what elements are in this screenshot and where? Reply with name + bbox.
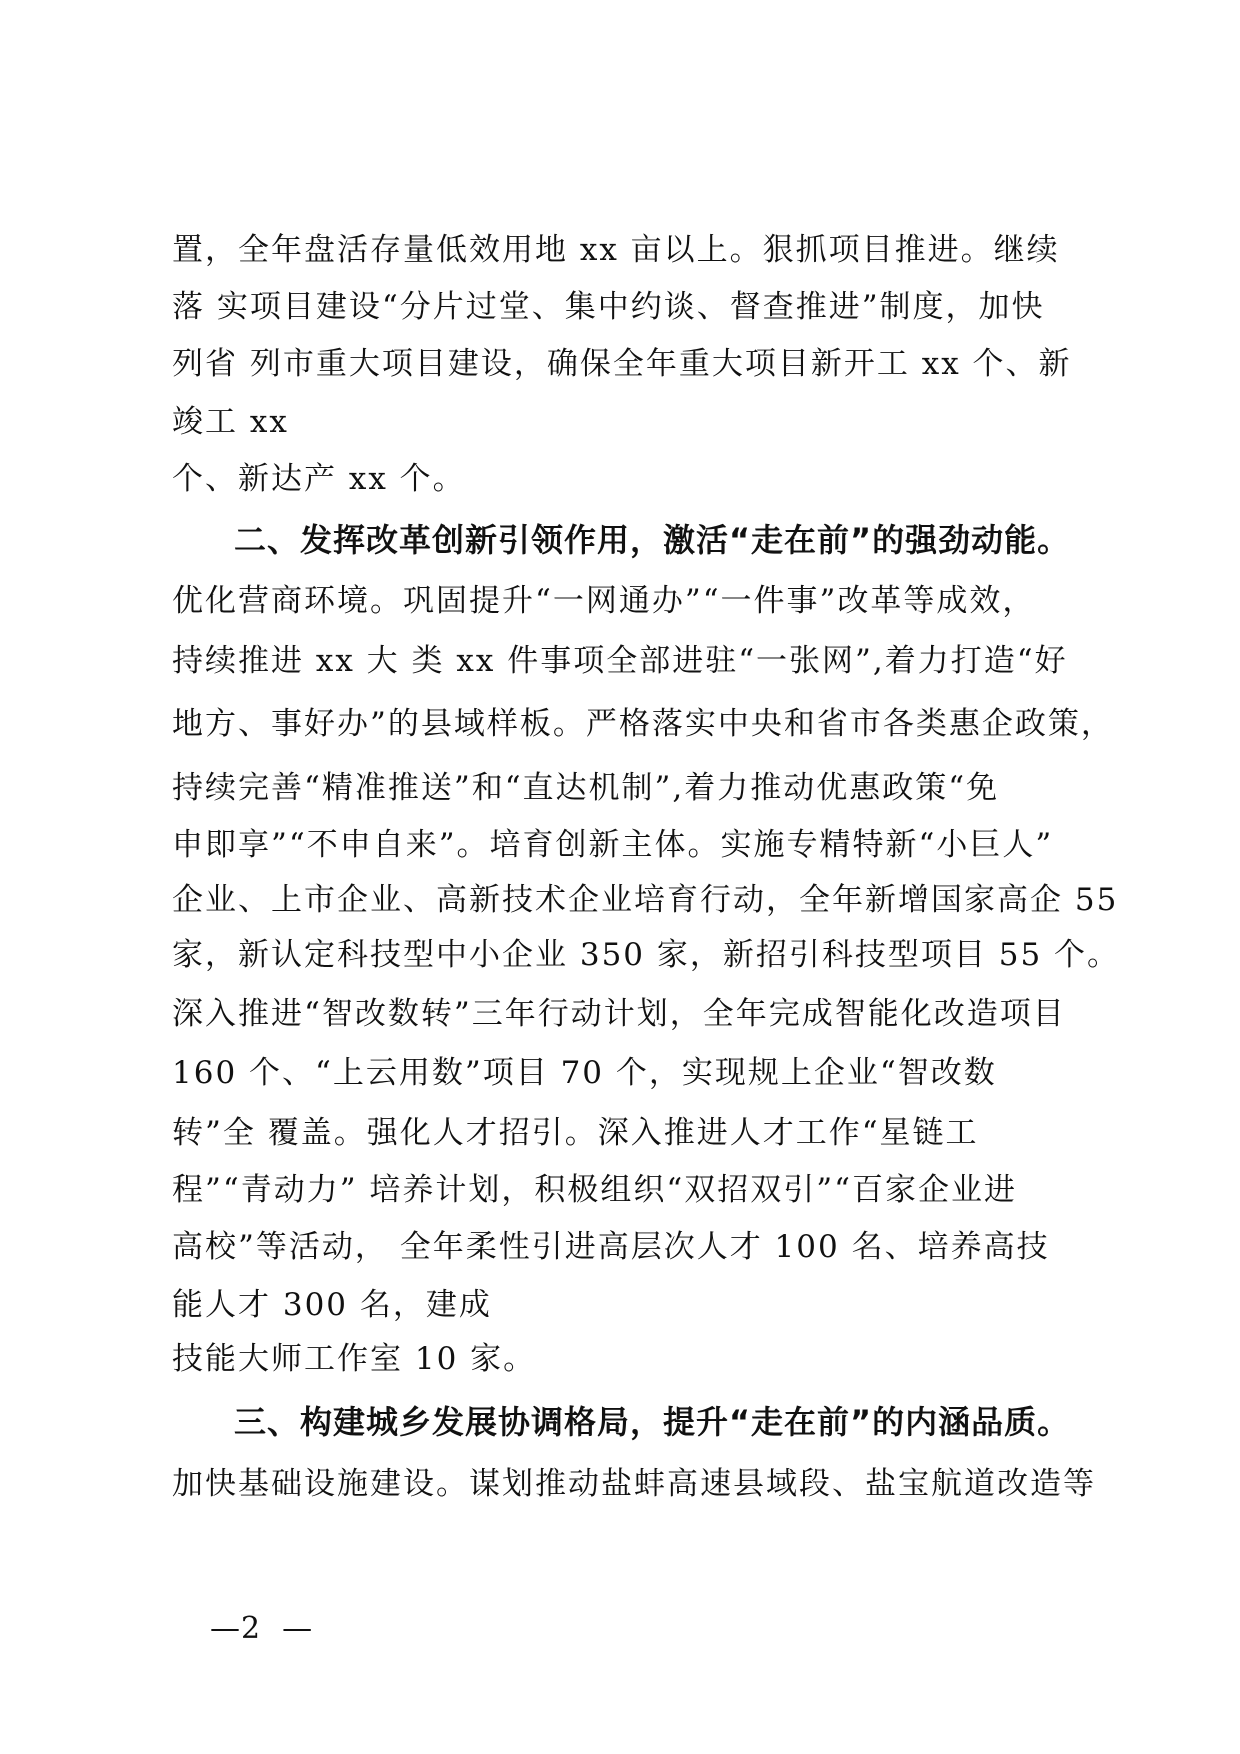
text-line: 持续推进 xx 大 类 xx 件事项全部进驻“一张网”,着力打造“好 <box>172 643 1068 679</box>
text-line: 落 实项目建设“分片过堂、集中约谈、督查推进”制度，加快 <box>172 289 1045 325</box>
text-line: 深入推进“智改数转”三年行动计划，全年完成智能化改造项目 <box>172 996 1066 1032</box>
text-line: 优化营商环境。巩固提升“一网通办”“一件事”改革等成效， <box>172 583 1036 619</box>
page-number: —2 — <box>210 1611 314 1646</box>
text-line: 加快基础设施建设。谋划推动盐蚌高速县域段、盐宝航道改造等 <box>172 1466 1096 1502</box>
section-heading-2: 二、发挥改革创新引领作用，激活“走在前”的强劲动能。 <box>234 521 1071 559</box>
text-line: 技能大师工作室 10 家。 <box>172 1341 537 1377</box>
text-line: 家，新认定科技型中小企业 350 家，新招引科技型项目 55 个。 <box>172 937 1121 973</box>
text-line: 竣工 xx <box>172 404 289 440</box>
text-line: 160 个、“上云用数”项目 70 个，实现规上企业“智改数 <box>172 1055 997 1091</box>
text-line: 地方、事好办”的县域样板。严格落实中央和省市各类惠企政策， <box>172 706 1114 742</box>
text-line: 转”全 覆盖。强化人才招引。深入推进人才工作“星链工 <box>172 1115 979 1151</box>
text-line: 能人才 300 名，建成 <box>172 1287 492 1323</box>
text-line: 高校”等活动， 全年柔性引进高层次人才 100 名、培养高技 <box>172 1229 1050 1265</box>
text-line: 个、新达产 xx 个。 <box>172 461 466 497</box>
text-line: 程”“青动力” 培养计划，积极组织“双招双引”“百家企业进 <box>172 1172 1017 1208</box>
text-line: 列省 列市重大项目建设，确保全年重大项目新开工 xx 个、新 <box>172 346 1072 382</box>
section-heading-3: 三、构建城乡发展协调格局，提升“走在前”的内涵品质。 <box>234 1403 1071 1441</box>
text-line: 申即享”“不申自来”。培育创新主体。实施专精特新“小巨人” <box>172 827 1054 863</box>
text-line: 置，全年盘活存量低效用地 xx 亩以上。狠抓项目推进。继续 <box>172 232 1060 268</box>
text-line: 持续完善“精准推送”和“直达机制”,着力推动优惠政策“免 <box>172 770 1000 806</box>
text-line: 企业、上市企业、高新技术企业培育行动，全年新增国家高企 55 <box>172 882 1119 918</box>
